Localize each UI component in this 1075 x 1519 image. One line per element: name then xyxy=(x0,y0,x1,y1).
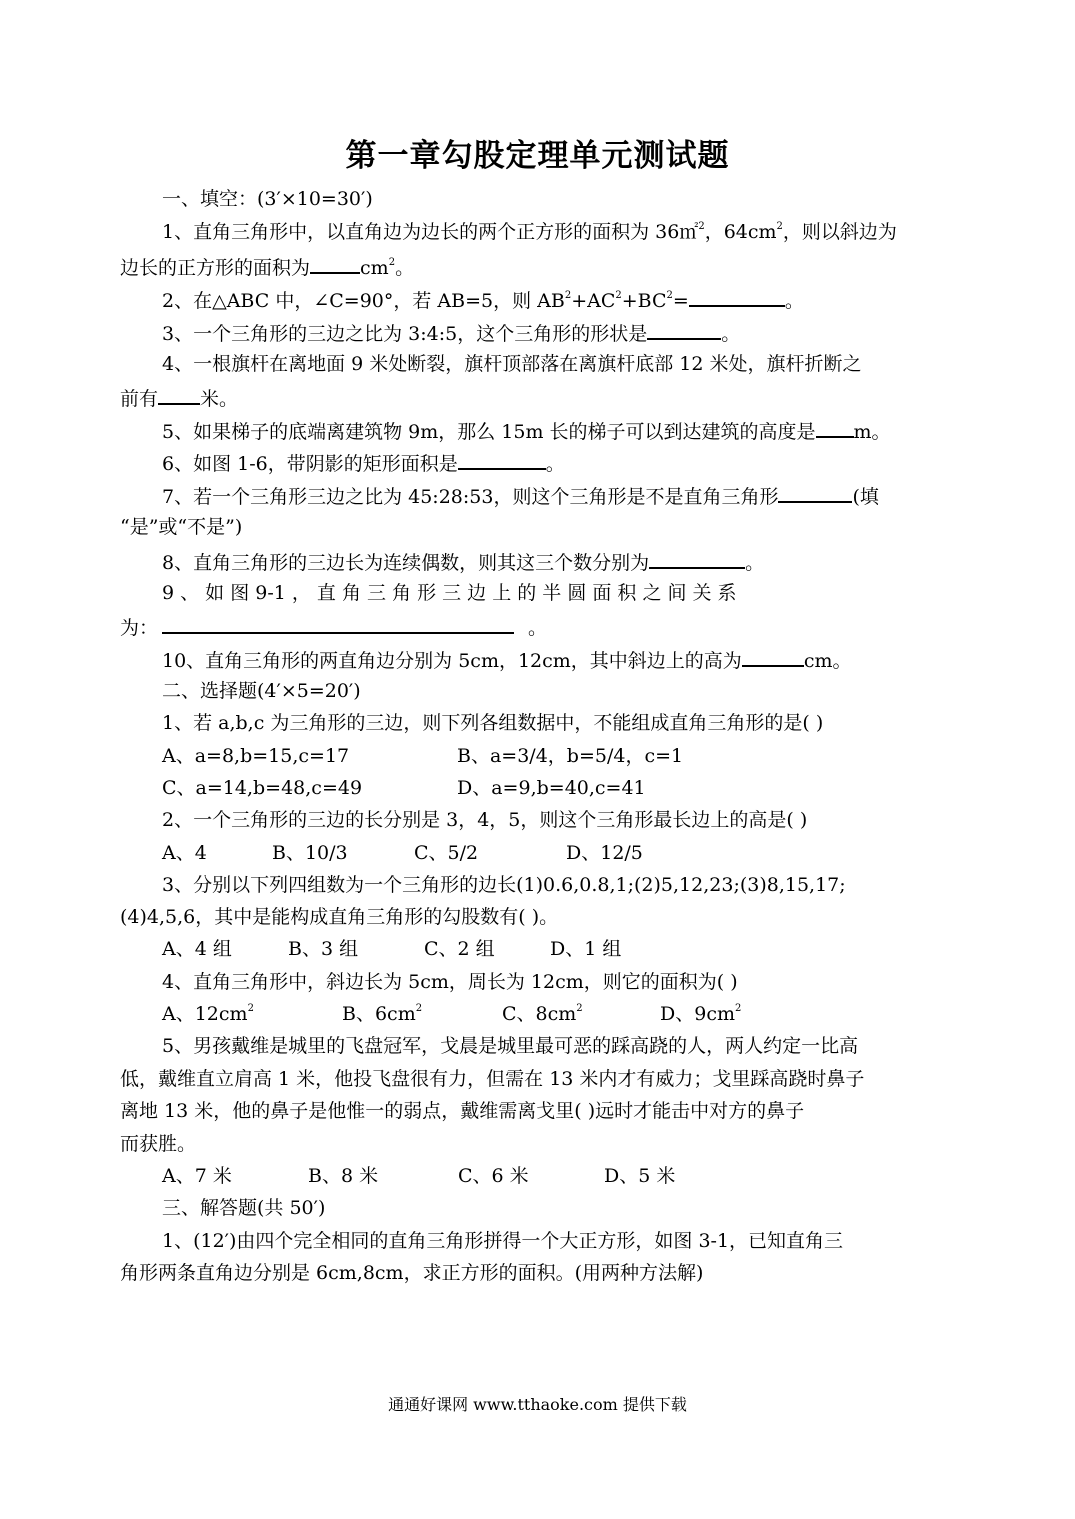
choice-q5-line2: 低，戴维直立肩高 1 米，他投飞盘很有力，但需在 13 米内才有威力；戈里踩高跷时鼻子 xyxy=(120,1068,865,1090)
choice-q5-options xyxy=(120,1160,1002,1192)
choice-q1-options-row1 xyxy=(120,740,1002,772)
fill-q10 xyxy=(120,643,1002,675)
choice-q4-option-c-label: C、8cm xyxy=(502,1003,577,1025)
answer-blank[interactable] xyxy=(458,446,546,470)
answer-q1-line1: 1、(12′)由四个完全相同的直角三角形拼得一个大正方形，如图 3-1，已知直角三 xyxy=(162,1230,844,1252)
fill-q6-end: 。 xyxy=(545,453,565,475)
fill-q2-end: 。 xyxy=(784,290,804,312)
fill-q3 xyxy=(120,316,1002,348)
choice-q3-options xyxy=(120,933,1002,965)
choice-q3-line1: 3、分别以下列四组数为一个三角形的边长(1)0.6,0.8,1;(2)5,12,23;(3)8,15,17; xyxy=(162,874,846,896)
superscript: 2 xyxy=(388,257,396,268)
choice-q5-line4: 而获胜。 xyxy=(120,1133,197,1155)
answer-blank[interactable] xyxy=(162,610,514,634)
choice-q3-option-a[interactable]: A、4 组 xyxy=(162,938,232,960)
fill-q1-text-c: ，则以斜边为 xyxy=(782,221,897,243)
answer-blank[interactable] xyxy=(649,545,745,569)
fill-q1-line1 xyxy=(120,216,1002,248)
answer-q1-line2: 角形两条直角边分别是 6cm,8cm，求正方形的面积。(用两种方法解) xyxy=(120,1262,704,1284)
choice-q1-option-d[interactable]: D、a=9,b=40,c=41 xyxy=(457,777,646,799)
fill-q4-line1: 4、一根旗杆在离地面 9 米处断裂，旗杆顶部落在离旗杆底部 12 米处，旗杆折断之 xyxy=(162,353,862,375)
superscript: 2 xyxy=(415,1003,423,1014)
superscript: 2 xyxy=(666,290,673,301)
fill-q1-text-b: ，64cm xyxy=(704,221,777,243)
fill-q7-line1 xyxy=(120,479,1002,511)
answer-blank[interactable] xyxy=(778,479,852,503)
choice-q1-options-row2 xyxy=(120,772,1002,804)
fill-q3-end: 。 xyxy=(721,323,741,345)
fill-q9-end: 。 xyxy=(528,617,548,639)
page-footer: 通通好课网 www.tthaoke.com 提供下载 xyxy=(388,1395,687,1414)
superscript: 2 xyxy=(615,290,622,301)
fill-q9-line1: 9 、 如 图 9-1 ， 直 角 三 角 形 三 边 上 的 半 圆 面 积 之 间 关 系 xyxy=(162,582,737,604)
fill-q6 xyxy=(120,446,1002,478)
choice-q3-line2: (4)4,5,6，其中是能构成直角三角形的勾股数有( )。 xyxy=(120,906,559,928)
choice-q5-option-d[interactable]: D、5 米 xyxy=(604,1165,676,1187)
choice-q4-option-c[interactable] xyxy=(502,998,660,1030)
choice-q5-line1: 5、男孩戴维是城里的飞盘冠军，戈晨是城里最可恶的踩高跷的人，两人约定一比高 xyxy=(162,1035,859,1057)
choice-q2-options xyxy=(120,837,1002,869)
answer-blank[interactable] xyxy=(647,316,721,340)
fill-q1-text-d: 边长的正方形的面积为 xyxy=(120,257,311,279)
fill-q4-end: 米。 xyxy=(200,388,239,410)
choice-q1-option-b[interactable]: B、a=3/4，b=5/4，c=1 xyxy=(457,745,684,767)
answer-blank[interactable] xyxy=(742,643,804,667)
fill-q5-text: 5、如果梯子的底端离建筑物 9m，那么 15m 长的梯子可以到达建筑的高度是 xyxy=(162,421,816,443)
answer-blank[interactable] xyxy=(310,250,360,274)
fill-q9-text: 为： xyxy=(120,617,159,639)
fill-q2 xyxy=(120,283,1002,315)
fill-q1-unit: cm xyxy=(360,257,389,279)
choice-q3-option-b[interactable]: B、3 组 xyxy=(288,938,359,960)
answer-blank[interactable] xyxy=(158,381,200,405)
choice-q5-option-a[interactable]: A、7 米 xyxy=(162,1165,232,1187)
choice-q4-option-d[interactable] xyxy=(660,998,741,1030)
superscript: 2 xyxy=(564,290,572,301)
superscript: 2 xyxy=(734,1003,742,1014)
choice-q4-option-a-label: A、12cm xyxy=(162,1003,248,1025)
choice-q4-option-a[interactable] xyxy=(162,998,342,1030)
fill-q6-text: 6、如图 1-6，带阴影的矩形面积是 xyxy=(162,453,458,475)
choice-q4-option-b[interactable] xyxy=(342,998,502,1030)
choice-q2-option-d[interactable]: D、12/5 xyxy=(566,842,643,864)
choice-q2-option-c[interactable]: C、5/2 xyxy=(414,842,479,864)
fill-q3-text: 3、一个三角形的三边之比为 3:4:5，这个三角形的形状是 xyxy=(162,323,648,345)
section3-heading: 三、解答题(共 50′) xyxy=(162,1197,326,1219)
fill-q5 xyxy=(120,414,1002,446)
answer-blank[interactable] xyxy=(816,414,854,438)
choice-q4-option-b-label: B、6cm xyxy=(342,1003,416,1025)
choice-q5-line3: 离地 13 米，他的鼻子是他惟一的弱点，戴维需离戈里( )远时才能击中对方的鼻子 xyxy=(120,1100,805,1122)
superscript: 2 xyxy=(576,1003,583,1014)
fill-q2-text: +BC xyxy=(621,290,667,312)
superscript: 2 xyxy=(247,1003,254,1014)
section2-heading: 二、选择题(4′×5=20′) xyxy=(162,680,361,702)
choice-q1-stem: 1、若 a,b,c 为三角形的三边，则下列各组数据中，不能组成直角三角形的是( ) xyxy=(162,712,824,734)
fill-q7-text: 7、若一个三角形三边之比为 45:28:53，则这个三角形是不是直角三角形 xyxy=(162,486,779,508)
fill-q4-line2 xyxy=(120,381,960,413)
section1-heading: 一、填空：(3′×10=30′) xyxy=(162,188,373,210)
choice-q1-option-c[interactable]: C、a=14,b=48,c=49 xyxy=(162,777,363,799)
fill-q2-text: 2、在△ABC 中，∠C=90°，若 AB=5，则 AB xyxy=(162,290,565,312)
fill-q5-end: m。 xyxy=(853,421,891,443)
superscript: 2 xyxy=(776,221,783,232)
fill-q8-text: 8、直角三角形的三边长为连续偶数，则其这三个数分别为 xyxy=(162,552,650,574)
fill-q1-text-a: 1、直角三角形中，以直角边为边长的两个正方形的面积为 36㎡ xyxy=(162,221,699,243)
choice-q2-option-a[interactable]: A、4 xyxy=(162,842,207,864)
fill-q9-line2 xyxy=(120,610,960,642)
fill-q1-line2 xyxy=(120,250,960,282)
choice-q3-option-c[interactable]: C、2 组 xyxy=(424,938,495,960)
choice-q3-option-d[interactable]: D、1 组 xyxy=(550,938,622,960)
fill-q10-text: 10、直角三角形的两直角边分别为 5cm，12cm，其中斜边上的高为 xyxy=(162,650,742,672)
superscript: 2 xyxy=(698,221,705,232)
choice-q4-option-d-label: D、9cm xyxy=(660,1003,735,1025)
fill-q7-line2: “是”或“不是”) xyxy=(120,516,243,538)
fill-q4-text: 前有 xyxy=(120,388,159,410)
choice-q1-option-a[interactable]: A、a=8,b=15,c=17 xyxy=(162,745,350,767)
choice-q4-stem: 4、直角三角形中，斜边长为 5cm，周长为 12cm，则它的面积为( ) xyxy=(162,971,738,993)
choice-q4-options xyxy=(120,998,1002,1030)
fill-q8 xyxy=(120,545,1002,577)
page-title: 第一章勾股定理单元测试题 xyxy=(345,138,730,174)
fill-q10-end: cm。 xyxy=(803,650,852,672)
fill-q7-hint: (填 xyxy=(852,486,879,508)
choice-q2-option-b[interactable]: B、10/3 xyxy=(272,842,348,864)
choice-q2-stem: 2、一个三角形的三边的长分别是 3，4，5，则这个三角形最长边上的高是( ) xyxy=(162,809,808,831)
fill-q1-end: 。 xyxy=(395,257,415,279)
fill-q2-text: +AC xyxy=(571,290,616,312)
fill-q2-text: = xyxy=(672,290,689,312)
choice-q5-option-b[interactable]: B、8 米 xyxy=(308,1165,379,1187)
choice-q5-option-c[interactable]: C、6 米 xyxy=(458,1165,529,1187)
answer-blank[interactable] xyxy=(689,283,785,307)
fill-q8-end: 。 xyxy=(745,552,765,574)
